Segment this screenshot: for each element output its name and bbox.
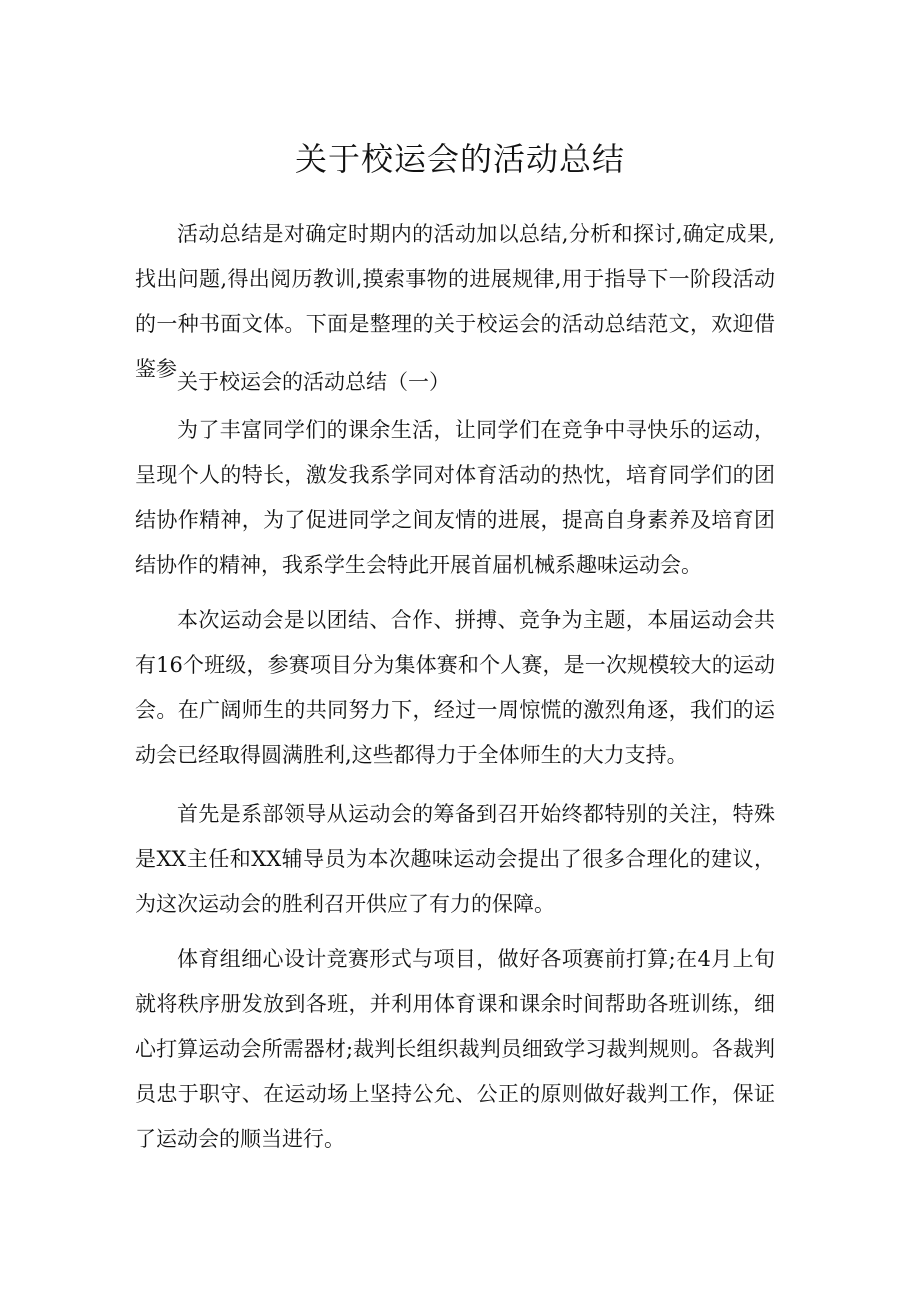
- body-paragraph-2: 本次运动会是以团结、合作、拼搏、竞争为主题，本届运动会共有16个班级，参赛项目分为集体赛和个人赛，是一次规模较大的运动会。在广阔师生的共同努力下，经过一周惊慌的激烈角逐，我们的运动会已经取得圆满胜利,这些都得力于全体师生的大力支持。: [135, 608, 775, 767]
- section-heading: 关于校运会的活动总结（一）: [177, 370, 450, 394]
- body-paragraph-1: 为了丰富同学们的课余生活，让同学们在竞争中寻快乐的运动，呈现个人的特长，激发我系学同对体育活动的热忱，培育同学们的团结协作精神，为了促进同学之间友情的进展，提高自身素养及培育团结协作的精神，我系学生会特此开展首届机械系趣味运动会。: [135, 418, 775, 577]
- body-paragraph-4: 体育组细心设计竞赛形式与项目，做好各项赛前打算;在4月上旬就将秩序册发放到各班，并利用体育课和课余时间帮助各班训练，细心打算运动会所需器材;裁判长组织裁判员细致学习裁判规则。各裁判员忠于职守、在运动场上坚持公允、公正的原则做好裁判工作，保证了运动会的顺当进行。: [135, 947, 775, 1151]
- intro-paragraph: 活动总结是对确定时期内的活动加以总结,分析和探讨,确定成果,找出问题,得出阅历教训,摸索事物的进展规律,用于指导下一阶段活动的一种书面文体。下面是整理的关于校运会的活动总结范文，欢迎借鉴参: [135, 222, 775, 381]
- body-paragraph-3: 首先是系部领导从运动会的筹备到召开始终都特别的关注，特殊是XX主任和XX辅导员为本次趣味运动会提出了很多合理化的建议，为这次运动会的胜利召开供应了有力的保障。: [135, 802, 775, 916]
- document-title: 关于校运会的活动总结: [294, 140, 625, 178]
